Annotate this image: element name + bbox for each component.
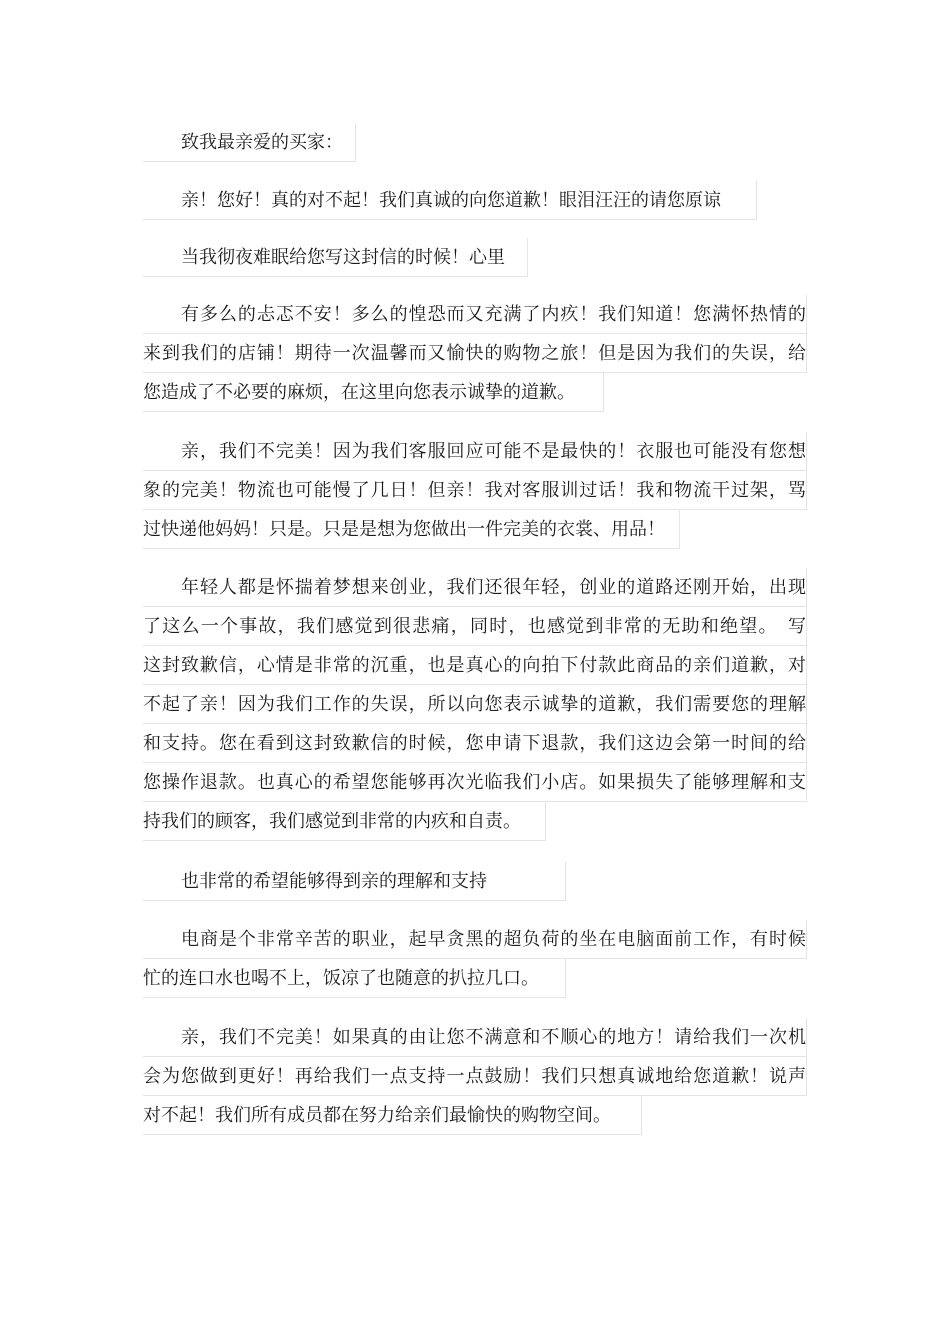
paragraph-5 (143, 568, 807, 841)
salutation (143, 123, 356, 162)
text-line: 对不起！我们所有成员都在努力给亲们最愉快的购物空间。 (143, 1096, 642, 1135)
text-line: 来到我们的店铺！期待一次温馨而又愉快的购物之旅！但是因为我们的失误，给 (143, 334, 807, 373)
text-line: 亲！您好！真的对不起！我们真诚的向您道歉！眼泪汪汪的请您原谅 (143, 181, 757, 220)
text-line: 会为您做到更好！再给我们一点支持一点鼓励！我们只想真诚地给您道歉！说声 (143, 1057, 807, 1096)
paragraph-4 (143, 432, 807, 549)
text-line: 这封致歉信，心情是非常的沉重，也是真心的向拍下付款此商品的亲们道歉，对 (143, 646, 807, 685)
text-line: 忙的连口水也喝不上，饭凉了也随意的扒拉几口。 (143, 959, 566, 998)
paragraph-7 (143, 920, 807, 998)
paragraph-6 (143, 862, 566, 901)
text-line: 过快递他妈妈！只是。只是是想为您做出一件完美的衣裳、用品！ (143, 510, 680, 549)
paragraph-3 (143, 295, 807, 412)
text-line: 当我彻夜难眠给您写这封信的时候！心里 (143, 238, 528, 277)
text-line: 也非常的希望能够得到亲的理解和支持 (143, 862, 566, 901)
text-line: 电商是个非常辛苦的职业，起早贪黑的超负荷的坐在电脑面前工作，有时候 (143, 920, 807, 959)
text-line: 不起了亲！因为我们工作的失误，所以向您表示诚挚的道歉，我们需要您的理解 (143, 685, 807, 724)
salutation-line: 致我最亲爱的买家： (143, 123, 356, 162)
text-line: 亲，我们不完美！如果真的由让您不满意和不顺心的地方！请给我们一次机 (143, 1018, 807, 1057)
text-line: 有多么的忐忑不安！多么的惶恐而又充满了内疚！我们知道！您满怀热情的 (143, 295, 807, 334)
text-line: 象的完美！物流也可能慢了几日！但亲！我对客服训过话！我和物流干过架，骂 (143, 471, 807, 510)
text-line: 年轻人都是怀揣着梦想来创业，我们还很年轻，创业的道路还刚开始，出现 (143, 568, 807, 607)
text-line: 了这么一个事故，我们感觉到很悲痛，同时，也感觉到非常的无助和绝望。 写 (143, 607, 807, 646)
paragraph-2 (143, 238, 528, 277)
text-line: 您造成了不必要的麻烦，在这里向您表示诚挚的道歉。 (143, 373, 604, 412)
text-line: 和支持。您在看到这封致歉信的时候，您申请下退款，我们这边会第一时间的给 (143, 724, 807, 763)
text-line: 持我们的顾客，我们感觉到非常的内疚和自责。 (143, 802, 546, 841)
text-line: 您操作退款。也真心的希望您能够再次光临我们小店。如果损失了能够理解和支 (143, 763, 807, 802)
paragraph-1 (143, 181, 757, 220)
paragraph-8 (143, 1018, 807, 1135)
text-line: 亲，我们不完美！因为我们客服回应可能不是最快的！衣服也可能没有您想 (143, 432, 807, 471)
